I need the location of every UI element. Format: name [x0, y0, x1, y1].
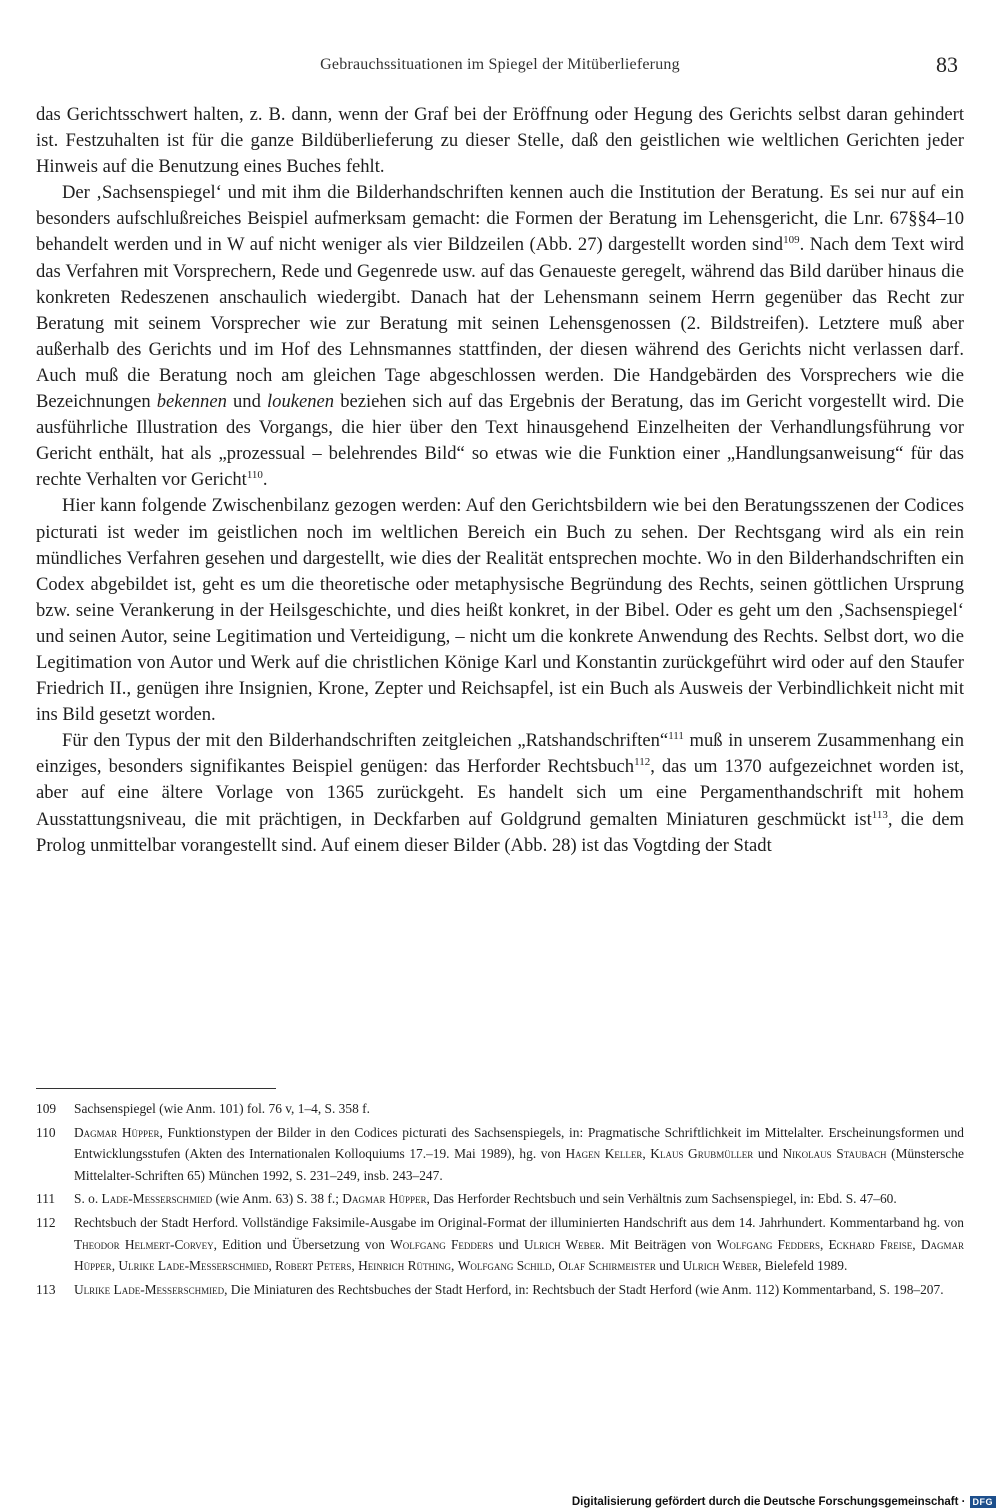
text-run: und: [753, 1146, 783, 1162]
footnote-110: [36, 1122, 964, 1187]
footnote-113: [36, 1279, 964, 1301]
text-run: .: [262, 469, 268, 491]
footnote-number: 113: [36, 1281, 56, 1297]
text-run: S. o.: [74, 1191, 102, 1207]
footnote-number: 109: [36, 1101, 57, 1116]
author-name: Wolfgang Schild: [457, 1258, 552, 1274]
footnote-ref-112[interactable]: 112: [634, 756, 651, 769]
text-run: ,: [351, 1258, 359, 1274]
text-run: Rechtsbuch der Stadt Herford. Vollständige Faksimile-Ausgabe im Original-Format der illuminierten Handschrift aus dem 14. Jahrhundert. Kommentarband hg. von: [74, 1214, 964, 1230]
text-run: , Das Herforder Rechtsbuch und sein Verhältnis zum Sachsenspiegel, in: Ebd. S. 47–60.: [426, 1191, 897, 1207]
text-run: ,: [451, 1258, 458, 1274]
author-name: Ulrike Lade-Messerschmied: [74, 1281, 225, 1297]
author-name: Lade-Messerschmied: [101, 1191, 213, 1207]
footnote-text: [74, 1212, 964, 1277]
text-run: , das um 1370 aufgezeichnet worden ist, aber auf eine ältere Vorlage von 1365 zurückgeht. Es handelt sich um eine Pergamenthandschrift mit hohem Ausstattungsniveau, die mit prächtigen, in Deckfarben auf Goldgrund gemalten Miniaturen geschmückt ist: [36, 756, 964, 830]
text-run: Hier kann folgende Zwischenbilanz gezogen werden: Auf den Gerichtsbildern wie bei den Beratungsszenen der Codices picturati ist weder im geistlichen noch im weltlichen Bereich ein Buch zu sehen. Der Rechtsgang wird als ein rein mündliches Verfahren gesehen und dargestellt, wie dies der Realität entsprechen mochte. Wo in den Bilderhandschriften ein Codex abgebildet ist, geht es um die theoretische oder metaphysische Begründung des Rechts, seinen göttlichen Ursprung bzw. seine Verankerung in der Heilsgeschichte, und dies heißt konkret, in der Bibel. Oder es geht um den ‚Sachsenspiegel‘ und seinen Autor, seine Legitimation und Verteidigung, – nicht um die konkrete Anwendung des Rechts. Selbst dort, wo die Legitimation von Autor und Werk auf die christlichen Könige Karl und Konstantin zurückgeführt wird oder auf den Staufer Friedrich II., genügen ihre Insignien, Krone, Zepter und Reichsapfel, ist ein Buch als Ausweis der Verbindlichkeit nicht mit ins Bild gesetzt worden.: [36, 495, 964, 726]
text-run: und: [226, 391, 267, 413]
footnote-ref-111[interactable]: 111: [668, 730, 684, 743]
author-name: Nikolaus Staubach: [782, 1146, 887, 1162]
credit-text: Digitalisierung gefördert durch die Deutsche Forschungsgemeinschaft ·: [571, 1496, 966, 1508]
text-run: , Funktionstypen der Bilder in den Codices picturati des Sachsenspiegels, in: Pragmatische Schriftlichkeit im Mittelalter. Erscheinungsformen und Entwicklungsstufen (Akten des Internationalen Kolloquiums 17.–19. Mai 1989), hg. von: [74, 1124, 964, 1162]
paragraph-1: [36, 102, 964, 180]
text-run: . Nach dem Text wird das Verfahren mit Vorsprechern, Rede und Gegenrede usw. auf das Genaueste geregelt, während das Bild darüber hinaus die konkreten Redeszenen anschaulich wiedergibt. Danach hat der Lehensmann seinem Herrn gegenüber das Recht zur Beratung mit seinem Vorsprecher wie zur Beratung mit seinen Lehensgenossen (2. Bildstreifen). Letztere muß aber außerhalb des Gerichts und im Hof des Lehnsmannes stattfinden, der diesen während des Gerichts nicht verlassen darf. Auch muß die Beratung noch am gleichen Tage abgeschlossen werden. Die Handgebärden des Vorsprechers wie die Bezeichnungen: [36, 234, 964, 413]
digitization-credit: [572, 1496, 996, 1508]
text-run: ,: [268, 1258, 276, 1274]
text-run: und: [493, 1236, 524, 1252]
author-name: Wolfgang Fedders: [716, 1236, 820, 1252]
text-run: ,: [912, 1236, 921, 1252]
author-name: Ulrich Weber: [682, 1258, 759, 1274]
author-name: Dagmar Hüpper: [342, 1191, 427, 1207]
text-run: ,: [642, 1146, 651, 1162]
text-run: . Mit Beiträgen von: [601, 1236, 717, 1252]
text-run: , Bielefeld 1989.: [758, 1258, 848, 1274]
footnote-ref-110[interactable]: 110: [246, 469, 263, 482]
paragraph-2: [36, 180, 964, 493]
running-title: Gebrauchssituationen im Spiegel der Mitüberlieferung: [320, 56, 680, 73]
author-name: Eckhard Freise: [828, 1236, 913, 1252]
author-name: Wolfgang Fedders: [390, 1236, 494, 1252]
emphasis-loukenen: loukenen: [266, 391, 335, 413]
emphasis-bekennen: bekennen: [156, 391, 227, 413]
text-run: (Münstersche Mittelalter-Schriften 65) München 1992, S. 231–249, insb. 243–247.: [74, 1146, 964, 1183]
author-name: Heinrich Rüthing: [358, 1258, 452, 1274]
text-run: Für den Typus der mit den Bilderhandschriften zeitgleichen „Ratshandschriften“: [62, 730, 669, 752]
footnote-number: 112: [36, 1214, 56, 1230]
text-run: (wie Anm. 63) S. 38 f.;: [212, 1191, 343, 1207]
text-run: Sachsenspiegel (wie Anm. 101) fol. 76 v, 1–4, S. 358 f.: [74, 1101, 370, 1116]
footnote-text: [74, 1188, 964, 1210]
text-run: ,: [551, 1258, 559, 1274]
text-run: beziehen sich auf das Ergebnis der Beratung, das im Gericht vorgestellt wird. Die ausführliche Illustration des Vorgangs, die hier über den Text hinausgehend Einzelheiten der Verhandlungsführung vor Gericht enthält, hat als „prozessual – belehrendes Bild“ so etwas wie die Funktion einer „Handlungsanweisung“ für das rechte Verhalten vor Gericht: [36, 391, 965, 491]
author-name: Robert Peters: [275, 1258, 352, 1274]
author-name: Ulrich Weber: [523, 1236, 602, 1252]
footnote-divider: [36, 1088, 276, 1089]
footnote-number: 110: [36, 1124, 56, 1140]
text-run: , Die Miniaturen des Rechtsbuches der Stadt Herford, in: Rechtsbuch der Stadt Herford (wie Anm. 112) Kommentarband, S. 198–207.: [224, 1281, 944, 1297]
dfg-logo-icon: DFG: [970, 1496, 997, 1508]
author-name: Ulrike Lade-Messerschmied: [118, 1258, 269, 1274]
footnote-text: [74, 1279, 964, 1301]
footnote-ref-113[interactable]: 113: [871, 808, 888, 821]
text-run: muß in unserem Zusammenhang ein einziges, besonders signifikantes Beispiel genügen: das Herforder Rechtsbuch: [36, 730, 965, 778]
author-name: Hagen Keller: [565, 1146, 643, 1162]
text-run: ,: [111, 1258, 119, 1274]
author-name: Dagmar Hüpper: [74, 1124, 160, 1140]
footnote-number: 111: [36, 1191, 56, 1207]
main-text: [36, 102, 964, 859]
footnote-text: [74, 1098, 964, 1120]
footnote-112: [36, 1212, 964, 1277]
text-run: Der ‚Sachsenspiegel‘ und mit ihm die Bilderhandschriften kennen auch die Institution der Beratung. Es sei nur auf ein besonders aufschlußreiches Beispiel aufmerksam gemacht: die Formen der Beratung im Lehensgericht, die Lnr. 67§§4–10 behandelt werden und in W auf nicht weniger als vier Bildzeilen (Abb. 27) dargestellt worden sind: [36, 182, 964, 256]
text-run: und: [655, 1258, 683, 1274]
paragraph-3: [36, 493, 964, 728]
paragraph-4: [36, 728, 964, 858]
author-name: Theodor Helmert-Corvey: [74, 1236, 214, 1252]
author-name: Olaf Schirmeister: [558, 1258, 656, 1274]
running-header: [36, 52, 964, 82]
footnote-ref-109[interactable]: 109: [783, 234, 800, 247]
text-run: ,: [819, 1236, 829, 1252]
text-run: das Gerichtsschwert halten, z. B. dann, wenn der Graf bei der Eröffnung oder Hegung des Gerichts selbst daran gehindert ist. Festzuhalten ist für die ganze Bildüberlieferung zu dieser Stelle, daß den geistlichen wie weltlichen Gerichten jeder Hinweis auf die Benutzung eines Buches fehlt.: [36, 104, 964, 178]
author-name: Dagmar Hüpper: [74, 1236, 965, 1274]
author-name: Klaus Grubmüller: [650, 1146, 754, 1162]
footnote-109: [36, 1098, 964, 1120]
footnote-111: [36, 1188, 964, 1210]
footnotes: [36, 1098, 964, 1302]
footnote-text: [74, 1122, 964, 1187]
page-number: 83: [936, 52, 958, 77]
text-run: , die dem Prolog unmittelbar vorangestellt sind. Auf einem dieser Bilder (Abb. 28) ist das Vogtding der Stadt: [36, 808, 964, 856]
text-run: , Edition und Übersetzung von: [213, 1236, 391, 1252]
